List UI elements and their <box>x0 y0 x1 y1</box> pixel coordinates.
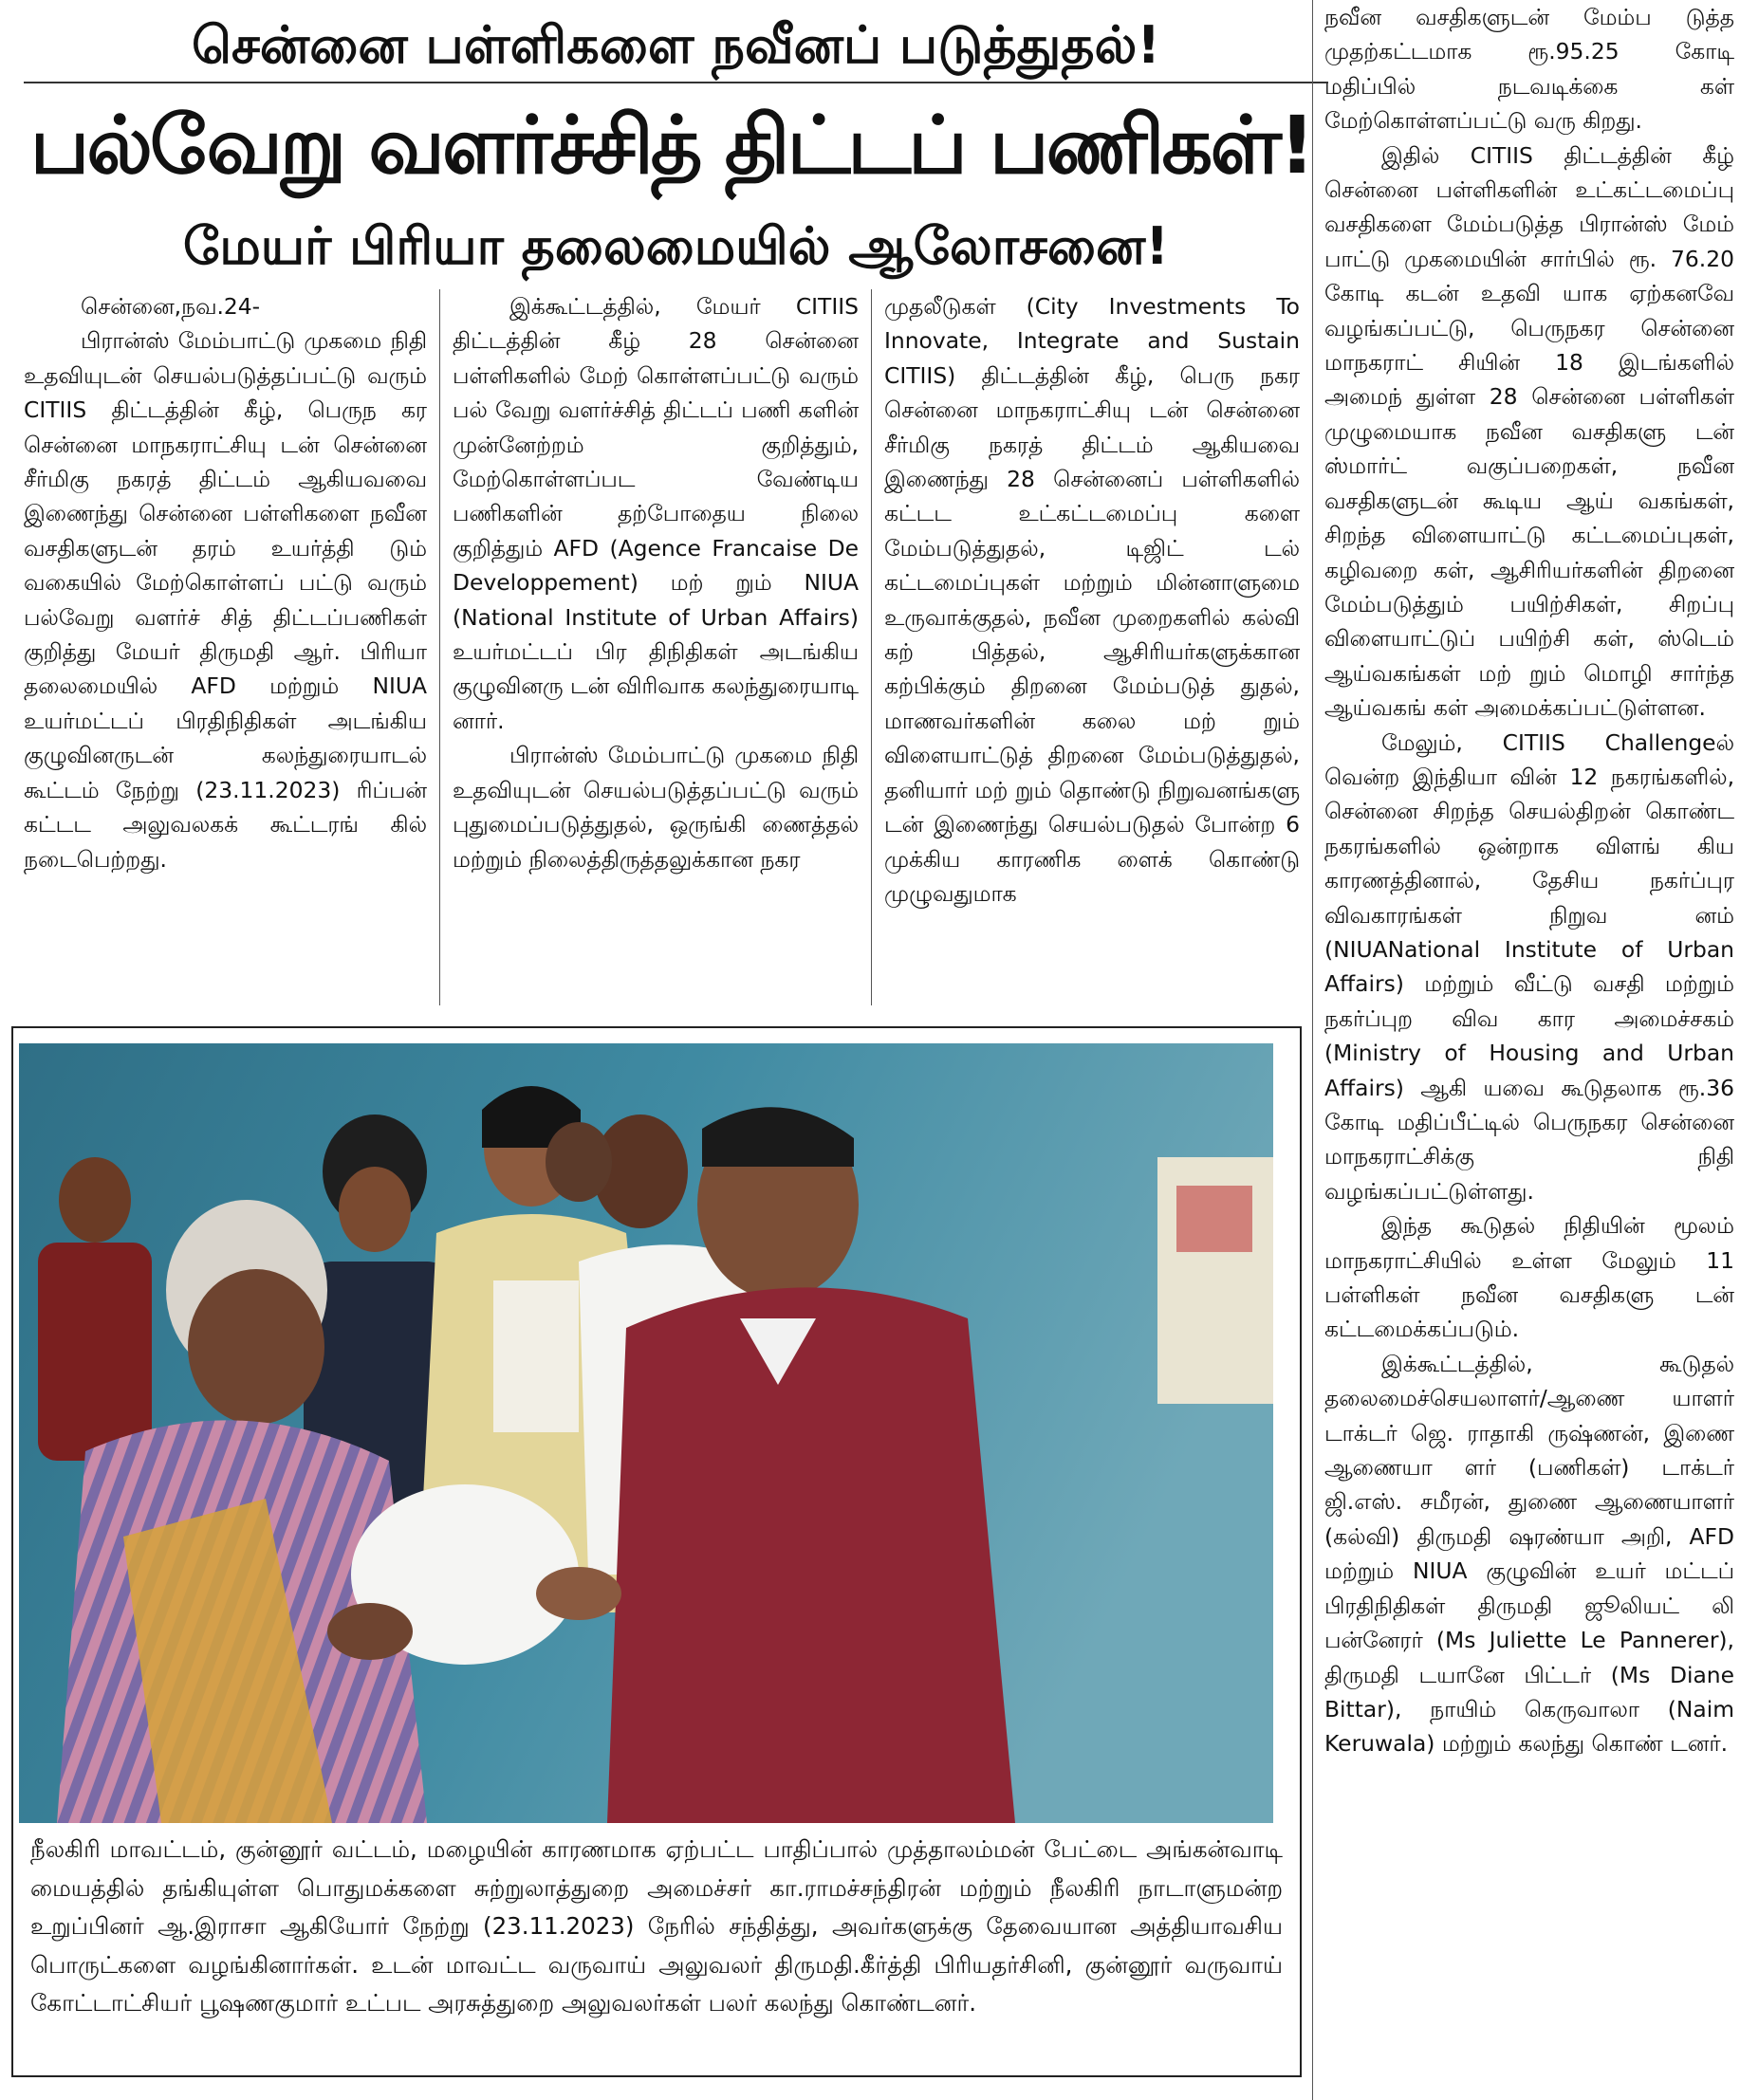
column-divider <box>1312 0 1313 2100</box>
paragraph: முதலீடுகள் (City Investments To Innovate, Integrate and Sustain CITIIS) திட்டத்தின் கீழ், பெரு நகர சென்னை மாநகராட்சியு டன் சென்னை சீர்மிகு நகரத் திட்டம் ஆகியவை இணைந்து 28 சென்னைப் பள்ளிகளில் கட்டட உட்கட்டமைப்பு களை மேம்படுத்துதல், டிஜிட் டல் கட்டமைப்புகள் மற்றும் மின்னாளுமை உருவாக்குதல், நவீன முறைகளில் கல்வி கற் பித்தல், ஆசிரியர்களுக்கான கற்பிக்கும் திறனை மேம்படுத் துதல், மாணவர்களின் கலை மற் றும் விளையாட்டுத் திறனை மேம்படுத்துதல், தனியார் மற் றும் தொண்டு நிறுவனங்களு டன் இணைந்து செயல்படுதல் போன்ற 6 முக்கிய காரணிக ளைக் கொண்டு முழுவதுமாக <box>884 293 1300 907</box>
article-column-4 <box>1324 0 1734 2100</box>
header-rule <box>24 82 1328 83</box>
kicker-headline: சென்னை பள்ளிகளை நவீனப் படுத்துதல்! <box>191 15 1161 75</box>
sub-headline: மேயர் பிரியா தலைமையில் ஆலோசனை! <box>183 216 1169 276</box>
article-column-3 <box>884 289 1300 1010</box>
paragraph: நவீன வசதிகளுடன் மேம்ப டுத்த முதற்கட்டமாக ரூ.95.25 கோடி மதிப்பில் நடவடிக்கை கள் மேற்கொள்ளப்பட்டு வரு கிறது. <box>1324 4 1734 135</box>
main-headline: பல்வேறு வளர்ச்சித் திட்டப் பணிகள்! <box>29 99 1313 192</box>
paragraph: பிரான்ஸ் மேம்பாட்டு முகமை நிதி உதவியுடன் செயல்படுத்தப்பட்டு வரும் CITIIS திட்டத்தின் கீழ், பெருந கர சென்னை மாநகராட்சியு டன் சென்னை சீர்மிகு நகரத் திட்டம் ஆகியவவை இணைந்து சென்னை பள்ளிகளை நவீன வசதிகளுடன் தரம் உயர்த்தி டும் வகையில் மேற்கொள்ளப் பட்டு வரும் பல்வேறு வளர்ச் சித் திட்டப்பணிகள் குறித்து மேயர் திருமதி ஆர். பிரியா தலைமையில் AFD மற்றும் NIUA உயர்மட்டப் பிரதிநிதிகள் அடங்கிய குழுவினருடன் கலந்துரையாடல் கூட்டம் நேற்று (23.11.2023) ரிப்பன் கட்டட அலுவலகக் கூட்டரங் கில் நடைபெற்றது. <box>24 327 427 873</box>
paragraph: இக்கூட்டத்தில், கூடுதல் தலைமைச்செயலாளர்/ஆணை யாளர் டாக்டர் ஜெ. ராதாகி ருஷ்ணன், இணை ஆணையா ளர் (பணிகள்) டாக்டர் ஜி.எஸ். சமீரன், துணை ஆணையாளர் (கல்வி) திருமதி ஷரண்யா அறி, AFD மற்றும் NIUA குழுவின் உயர் மட்டப் பிரதிநிதிகள் திருமதி ஜூலியட் லி பன்னேரர் (Ms Juliette Le Pannerer), திருமதி டயானே பிட்டர் (Ms Diane Bittar), நாயிம் கெருவாலா (Naim Keruwala) மற்றும் கலந்து கொண் டனர். <box>1324 1350 1734 1758</box>
paragraph: இதில் CITIIS திட்டத்தின் கீழ் சென்னை பள்ளிகளின் உட்கட்டமைப்பு வசதிகளை மேம்படுத்த பிரான்ஸ் மேம் பாட்டு முகமையின் சார்பில் ரூ. 76.20 கோடி கடன் உதவி யாக ஏற்கனவே வழங்கப்பட்டு, பெருநகர சென்னை மாநகராட் சியின் 18 இடங்களில் அமைந் துள்ள 28 சென்னை பள்ளிகள் முழுமையாக நவீன வசதிகளு டன் ஸ்மார்ட் வகுப்பறைகள், நவீன வசதிகளுடன் கூடிய ஆய் வகங்கள், சிறந்த விளையாட்டு கட்டமைப்புகள், கழிவறை கள், ஆசிரியர்களின் திறனை மேம்படுத்தும் பயிற்சிகள், சிறப்பு விளையாட்டுப் பயிற்சி கள், ஸ்டெம் ஆய்வகங்கள் மற் றும் மொழி சார்ந்த ஆய்வகங் கள் அமைக்கப்பட்டுள்ளன. <box>1324 141 1734 722</box>
paragraph: பிரான்ஸ் மேம்பாட்டு முகமை நிதி உதவியுடன் செயல்படுத்தப்பட்டு வரும் புதுமைப்படுத்துதல், ஒருங்கி ணைத்தல் மற்றும் நிலைத்திருத்தலுக்கான நகர <box>453 742 859 873</box>
article-column-1 <box>24 289 427 1010</box>
paragraph: இக்கூட்டத்தில், மேயர் CITIIS திட்டத்தின் கீழ் 28 சென்னை பள்ளிகளில் மேற் கொள்ளப்பட்டு வரும் பல் வேறு வளர்ச்சித் திட்டப் பணி களின் முன்னேற்றம் குறித்தும், மேற்கொள்ளப்பட வேண்டிய பணிகளின் தற்போதைய நிலை குறித்தும் AFD (Agence Francaise De Developpement) மற் றும் NIUA (National Institute of Urban Affairs) உயர்மட்டப் பிர திநிதிகள் அடங்கிய குழுவினரு டன் விரிவாக கலந்துரையாடி னார். <box>453 293 859 734</box>
column-divider <box>439 289 440 1005</box>
news-photo <box>19 1043 1273 1823</box>
column-divider <box>871 289 872 1005</box>
dateline: சென்னை,நவ.24- <box>81 293 261 320</box>
paragraph: மேலும், CITIIS Challengeல் வென்ற இந்தியா வின் 12 நகரங்களில், சென்னை சிறந்த செயல்திறன் கொண்ட நகரங்களில் ஒன்றாக விளங் கிய காரணத்தினால், தேசிய நகர்ப்புர விவகாரங்கள் நிறுவ னம் (NIUANational Institute of Urban Affairs) மற்றும் வீட்டு வசதி மற்றும் நகர்ப்புற விவ கார அமைச்சகம் (Ministry of Housing and Urban Affairs) ஆகி யவை கூடுதலாக ரூ.36 கோடி மதிப்பீட்டில் பெருநகர சென்னை மாநகராட்சிக்கு நிதி வழங்கப்பட்டுள்ளது. <box>1324 728 1734 1205</box>
photo-caption: நீலகிரி மாவட்டம், குன்னூர் வட்டம், மழையின் காரணமாக ஏற்பட்ட பாதிப்பால் முத்தாலம்மன் பேட்டை அங்கன்வாடி மையத்தில் தங்கியுள்ள பொதுமக்களை சுற்றுலாத்துறை அமைச்சர் கா.ராமச்சந்திரன் மற்றும் நீலகிரி நாடாளுமன்ற உறுப்பினர் ஆ.இராசா ஆகியோர் நேற்று (23.11.2023) நேரில் சந்தித்து, அவர்களுக்கு தேவையான அத்தியாவசிய பொருட்களை வழங்கினார்கள். உடன் மாவட்ட வருவாய் அலுவலர் திருமதி.கீர்த்தி பிரியதர்சினி, குன்னூர் வருவாய் கோட்டாட்சியர் பூஷணகுமார் உட்பட அரசுத்துறை அலுவலர்கள் பலர் கலந்து கொண்டனர். <box>30 1835 1283 2017</box>
paragraph: இந்த கூடுதல் நிதியின் மூலம் மாநகராட்சியில் உள்ள மேலும் 11 பள்ளிகள் நவீன வசதிகளு டன் கட்டமைக்கப்படும். <box>1324 1212 1734 1343</box>
article-column-2 <box>453 289 859 1010</box>
